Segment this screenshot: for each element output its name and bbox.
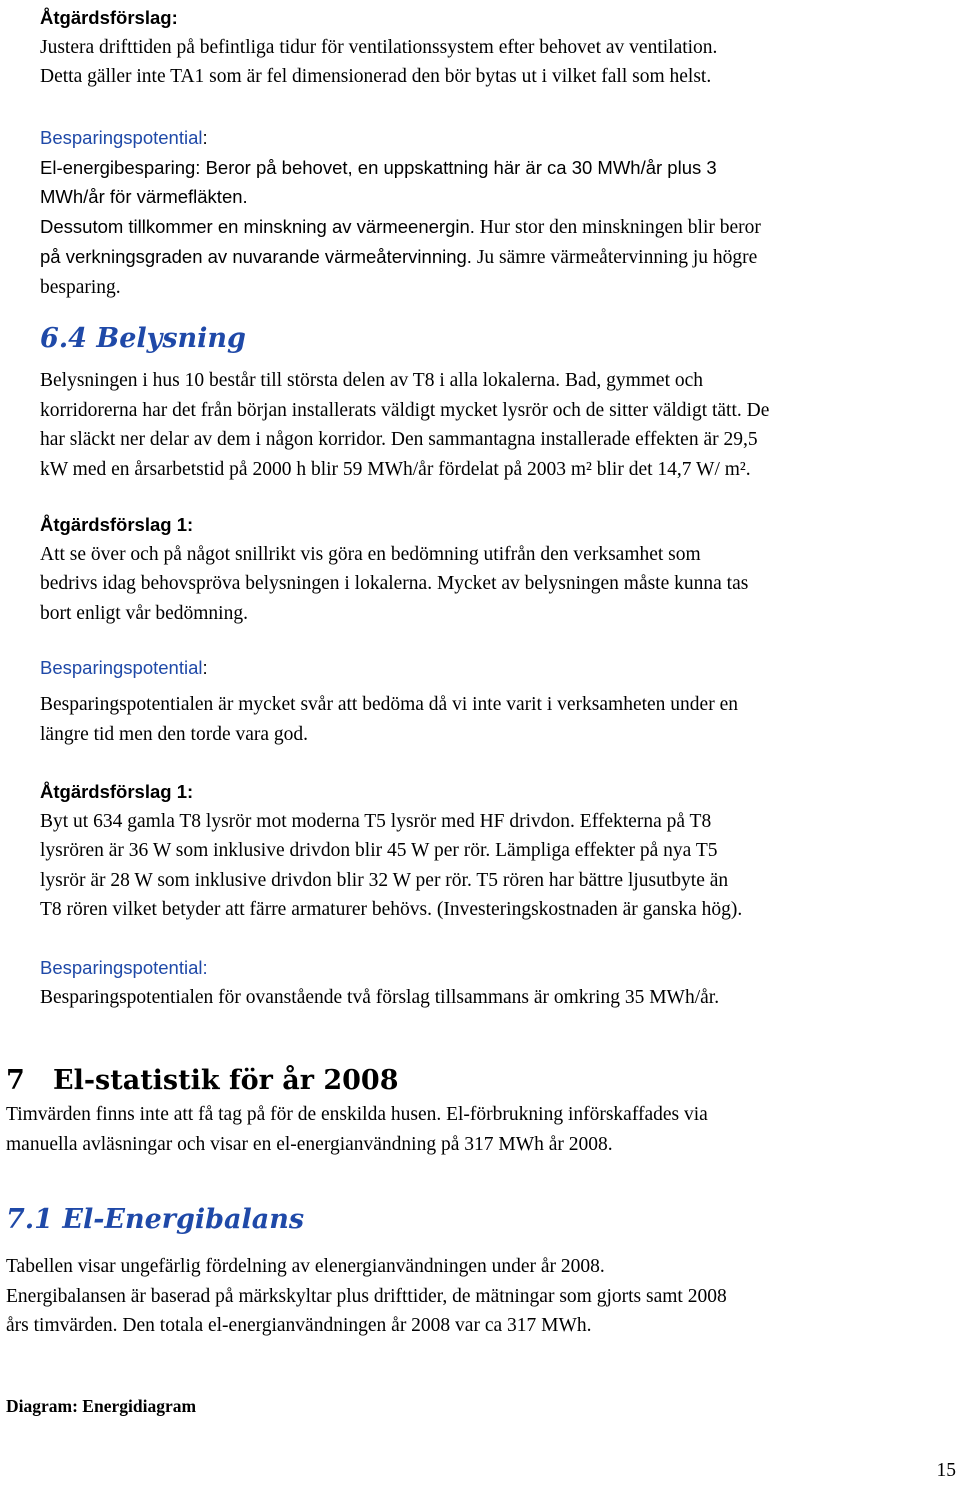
section-heading: Åtgärdsförslag 1: [40,514,194,535]
section-el-statistik [6,1064,398,1098]
text-line: bort enligt vår bedömning. [40,602,248,624]
text-line: El-energibesparing: Beror på behovet, en uppskattning här är ca 30 MWh/år plus 3 [40,156,717,178]
diagram-caption [6,1393,196,1419]
text-segment: Ju sämre värmeåtervinning ju högre [471,247,758,268]
text-line: har släckt ner delar av dem i någon korridor. Den sammantagna installerade effekten är 29,5 [40,429,758,450]
caption-text: Diagram: Energidiagram [6,1396,197,1416]
text-line: Besparingspotentialen för ovanstående två förslag tillsammans är omkring 35 MWh/år. [40,986,720,1008]
section-besparingspotential-3 [40,953,719,1012]
section-atgardsforslag [40,3,717,92]
belysning-body [40,366,769,484]
section-atgardsforslag-1b [40,777,742,925]
heading-suffix: : [202,657,208,678]
page-number: 15 [936,1460,956,1481]
section-heading [40,653,208,683]
section-title: 6.4 Belysning [40,323,246,354]
section-belysning [40,322,246,356]
text-line: kW med en årsarbetstid på 2000 h blir 59 MWh/år fördelat på 2003 m² blir det 14,7 W/ m². [40,458,751,480]
heading-text: Besparingspotential [40,127,203,148]
text-line: bedrivs idag behovspröva belysningen i lokalerna. Mycket av belysningen måste kunna tas [40,573,749,594]
text-line: års timvärden. Den totala el-energianvändningen år 2008 var ca 317 MWh. [6,1315,592,1336]
text-line: MWh/år för värmefläkten. [40,186,248,207]
text-line: Tabellen visar ungefärlig fördelning av elenergianvändningen under år 2008. [6,1256,605,1277]
text-line: T8 rören vilket betyder att färre armaturer behövs. (Investeringskostnaden är ganska hög). [40,899,743,920]
text-segment: Hur stor den minskningen blir beror [474,216,761,238]
section-title: 7.1 El-Energibalans [6,1204,305,1235]
text-line [40,212,761,243]
chapter-title: 7 El-statistik för år 2008 [6,1065,399,1096]
text-line: lysrören är 36 W som inklusive drivdon blir 45 W per rör. Lämpliga effekter på nya T5 [40,840,718,861]
heading-text: Besparingspotential [40,657,203,678]
text-segment: Dessutom tillkommer en minskning av värmeenergin. [40,215,475,237]
el-statistik-body [6,1100,708,1159]
text-line: Besparingspotentialen är mycket svår att bedöma då vi inte varit i verksamheten under en [40,694,738,715]
text-line: lysrör är 28 W som inklusive drivdon blir 32 W per rör. T5 rören har bättre ljusutbyte än [40,869,729,891]
section-el-energibalans [6,1203,304,1237]
section-heading: Besparingspotential: [40,957,208,978]
besparingspotential-2-body [40,690,738,749]
section-besparingspotential-2 [40,653,208,683]
text-line: Att se över och på något snillrikt vis göra en bedömning utifrån den verksamhet som [40,543,701,565]
section-heading [40,123,761,153]
heading-suffix: : [202,127,208,148]
section-atgardsforslag-1a [40,510,748,628]
text-segment: på verkningsgraden av nuvarande värmeåtervinning. [40,246,472,267]
text-line: Detta gäller inte TA1 som är fel dimensionerad den bör bytas ut i vilket fall som helst. [40,66,712,87]
text-line: Byt ut 634 gamla T8 lysrör mot moderna T5 lysrör med HF drivdon. Effekterna på T8 [40,810,712,832]
text-line: korridorerna har det från början installerats väldigt mycket lysrör och de sitter väldigt tätt. De [40,399,770,421]
text-line: Timvärden finns inte att få tag på för de enskilda husen. El-förbrukning införskaffades via [6,1104,708,1125]
text-line: besparing. [40,276,121,298]
text-line: Justera drifttiden på befintliga tidur för ventilationssystem efter behovet av ventilation. [40,36,718,58]
text-line [40,242,761,273]
section-heading: Åtgärdsförslag 1: [40,781,194,802]
el-energibalans-body [6,1252,727,1341]
text-line: Belysningen i hus 10 består till största delen av T8 i alla lokalerna. Bad, gymmet och [40,370,704,391]
text-line: Energibalansen är baserad på märkskyltar plus drifttider, de mätningar som gjorts samt 2008 [6,1285,727,1307]
text-line: längre tid men den torde vara god. [40,723,309,745]
section-heading: Åtgärdsförslag: [40,7,178,28]
text-line: manuella avläsningar och visar en el-energianvändning på 317 MWh år 2008. [6,1133,613,1155]
section-besparingspotential [40,123,761,302]
